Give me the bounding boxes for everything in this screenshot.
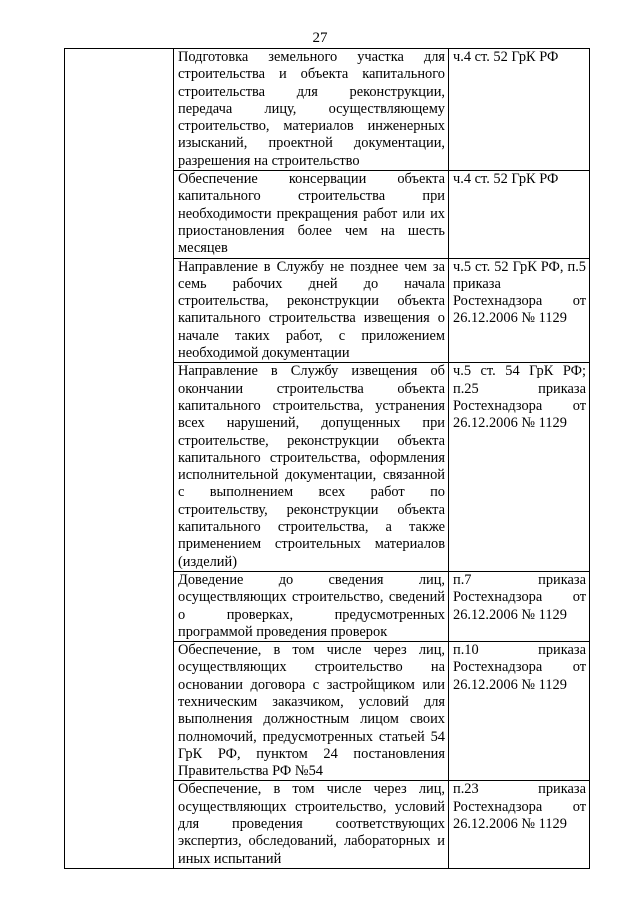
legal-basis-cell: ч.4 ст. 52 ГрК РФ: [449, 171, 590, 258]
action-cell: Подготовка земельного участка для строительства и объекта капитального строительства для реконструкции, передача лицу, осуществляющему строительство, материалов инженерных изысканий, проектной документации, разрешения на строительство: [174, 49, 449, 171]
empty-first-column: [65, 49, 174, 869]
action-cell: Обеспечение, в том числе через лиц, осуществляющих строительство на основании договора с застройщиком или техническим заказчиком, условий для выполнения должностным лицом своих полномочий, предусмотренных статьей 54 ГрК РФ, пунктом 24 постановления Правительства РФ №54: [174, 642, 449, 781]
page-number: 27: [312, 30, 328, 46]
table-row: [65, 49, 590, 171]
legal-basis-cell: п.23 приказа Ростехнадзора от 26.12.2006 № 1129: [449, 781, 590, 868]
action-cell: Направление в Службу извещения об окончании строительства объекта капитального строительства, устранения всех нарушений, допущенных при строительстве, реконструкции объекта капитального строительства, оформления исполнительной документации, связанной с выполнением всех работ по строительству, реконструкции объекта капитального строительства, а также применением строительных материалов (изделий): [174, 363, 449, 572]
legal-basis-cell: ч.5 ст. 52 ГрК РФ, п.5 приказа Ростехнадзора от 26.12.2006 № 1129: [449, 258, 590, 363]
action-cell: Направление в Службу не позднее чем за семь рабочих дней до начала строительства, реконструкции объекта капитального строительства извещения о начале таких работ, с приложением необходимой документации: [174, 258, 449, 363]
legal-basis-cell: п.10 приказа Ростехнадзора от 26.12.2006 № 1129: [449, 642, 590, 781]
action-cell: Доведение до сведения лиц, осуществляющих строительство, сведений о проверках, предусмотренных программой проведения проверок: [174, 571, 449, 641]
action-cell: Обеспечение, в том числе через лиц, осуществляющих строительство, условий для проведения соответствующих экспертиз, обследований, лабораторных и иных испытаний: [174, 781, 449, 868]
requirements-table: [64, 48, 590, 869]
action-cell: Обеспечение консервации объекта капитального строительства при необходимости прекращения работ или их приостановления более чем на шесть месяцев: [174, 171, 449, 258]
legal-basis-cell: ч.4 ст. 52 ГрК РФ: [449, 49, 590, 171]
legal-basis-cell: п.7 приказа Ростехнадзора от 26.12.2006 № 1129: [449, 571, 590, 641]
legal-basis-cell: ч.5 ст. 54 ГрК РФ; п.25 приказа Ростехнадзора от 26.12.2006 № 1129: [449, 363, 590, 572]
